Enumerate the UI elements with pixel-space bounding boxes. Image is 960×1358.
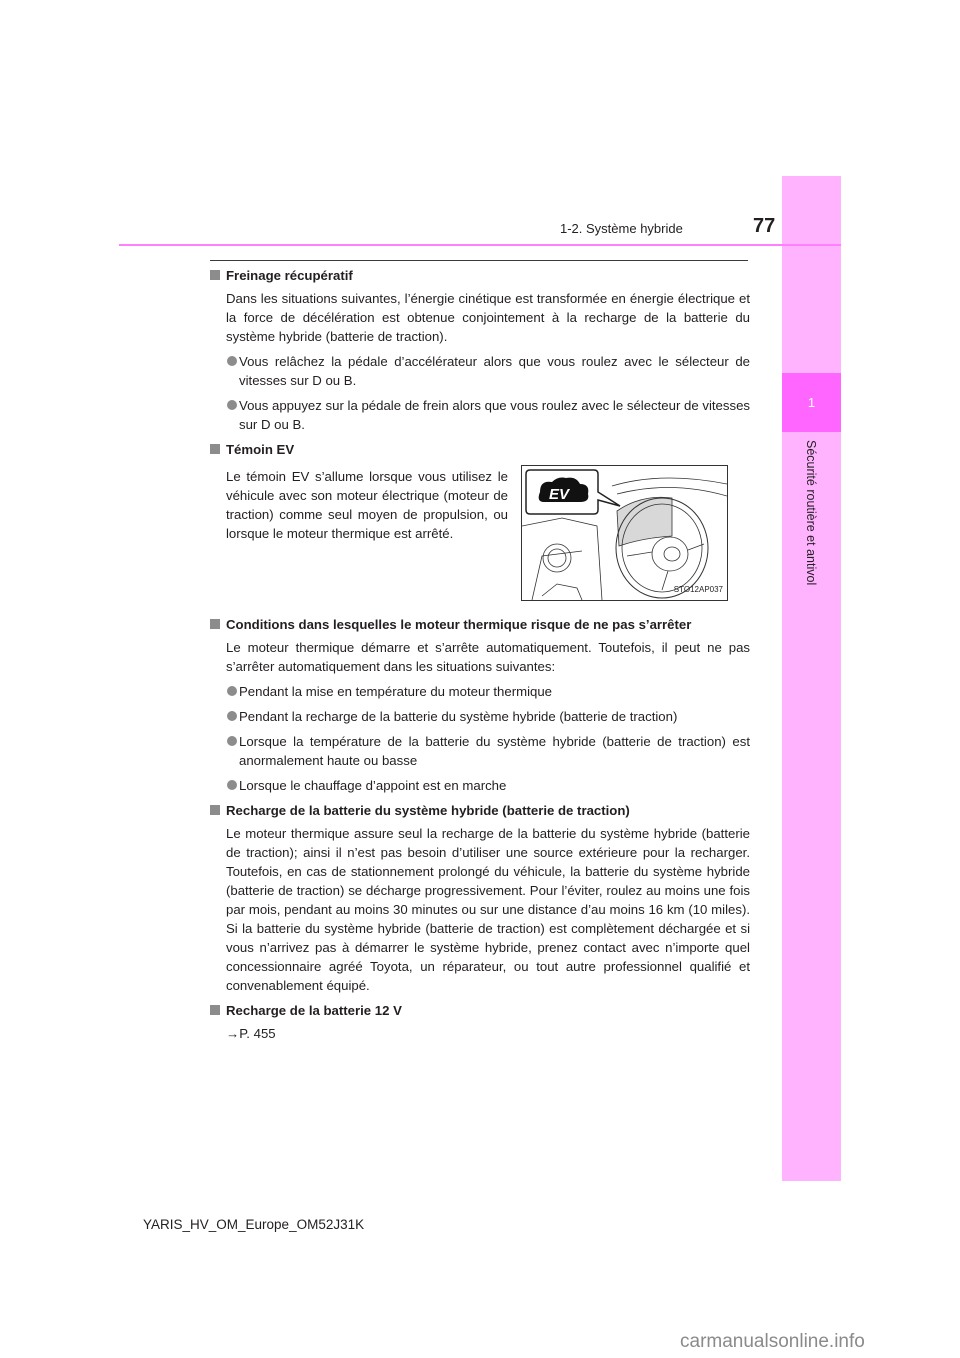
circle-bullet-icon (227, 686, 237, 696)
list-item: Pendant la mise en température du moteur thermique (210, 682, 750, 701)
section-title: 1-2. Système hybride (560, 221, 683, 236)
ev-indicator-illustration (521, 465, 728, 601)
paragraph: Dans les situations suivantes, l’énergie cinétique est transformée en énergie électrique et la force de décélération est obtenue conjointement à la recharge de la batterie du système hybride (batterie de traction). (226, 291, 750, 344)
heading-conditions: Conditions dans lesquelles le moteur thermique risque de ne pas s’arrêter (210, 615, 750, 634)
square-bullet-icon (210, 619, 220, 629)
heading-recharge-12v: Recharge de la batterie 12 V (210, 1001, 750, 1020)
heading-freinage: Freinage récupératif (210, 266, 750, 285)
list-item: Vous appuyez sur la pédale de frein alors que vous roulez avec le sélecteur de vitesses sur D ou B. (210, 396, 750, 434)
heading-temoin-ev: Témoin EV (210, 440, 750, 459)
chapter-label: Sécurité routière et antivol (804, 440, 818, 586)
page-number: 77 (753, 215, 776, 237)
heading-recharge-hybride: Recharge de la batterie du système hybride (batterie de traction) (210, 801, 750, 820)
figure-caption: STO12AP037 (673, 585, 723, 594)
chapter-number: 1 (807, 395, 816, 410)
circle-bullet-icon (227, 780, 237, 790)
svg-text:EV: EV (549, 486, 570, 503)
page-reference-link[interactable]: →P. 455 (226, 1026, 276, 1041)
content-divider (210, 260, 748, 261)
list-item: Lorsque la température de la batterie du système hybride (batterie de traction) est anormalement haute ou basse (210, 732, 750, 770)
list-item: Vous relâchez la pédale d’accélérateur alors que vous roulez avec le sélecteur de vitesses sur D ou B. (210, 352, 750, 390)
paragraph: Le moteur thermique assure seul la recharge de la batterie du système hybride (batterie de traction); ainsi il n’est pas besoin d’utiliser une source extérieure pour la recharger. Toutefois, en cas de stationnement prolongé du véhicule, la batterie du système hybride (batterie de traction) se décharge progressivement. Pour l’éviter, roulez au moins une fois par mois, pendant au moins 30 minutes ou sur une distance d’au moins 16 km (10 miles). Si la batterie du système hybride (batterie de traction) est complètement déchargée et si vous n’arrivez pas à démarrer le système hybride, prenez contact avec n’importe quel concessionnaire agréé Toyota, un réparateur, ou tout autre professionnel qualifié et convenablement équipé. (226, 826, 750, 993)
chapter-label-tab (782, 440, 841, 600)
document-id: YARIS_HV_OM_Europe_OM52J31K (143, 1217, 365, 1232)
circle-bullet-icon (227, 356, 237, 366)
list-item: Lorsque le chauffage d’appoint est en marche (210, 776, 750, 795)
square-bullet-icon (210, 444, 220, 454)
square-bullet-icon (210, 270, 220, 280)
ev-row (210, 463, 750, 601)
paragraph: Le témoin EV s’allume lorsque vous utilisez le véhicule avec son moteur électrique (moteur de traction) comme seul moyen de propulsion, ou lorsque le moteur thermique est arrêté. (226, 469, 508, 541)
paragraph: Le moteur thermique démarre et s’arrête automatiquement. Toutefois, il peut ne pas s’arrêter automatiquement dans les situations suivantes: (226, 640, 750, 674)
chapter-side-tab (782, 176, 841, 1181)
circle-bullet-icon (227, 736, 237, 746)
square-bullet-icon (210, 805, 220, 815)
page-content (210, 266, 750, 1049)
watermark: carmanualsonline.info (680, 1331, 865, 1352)
header-divider (119, 244, 841, 246)
list-item: Pendant la recharge de la batterie du système hybride (batterie de traction) (210, 707, 750, 726)
square-bullet-icon (210, 1005, 220, 1015)
circle-bullet-icon (227, 711, 237, 721)
circle-bullet-icon (227, 400, 237, 410)
chapter-number-tab[interactable] (782, 373, 841, 432)
